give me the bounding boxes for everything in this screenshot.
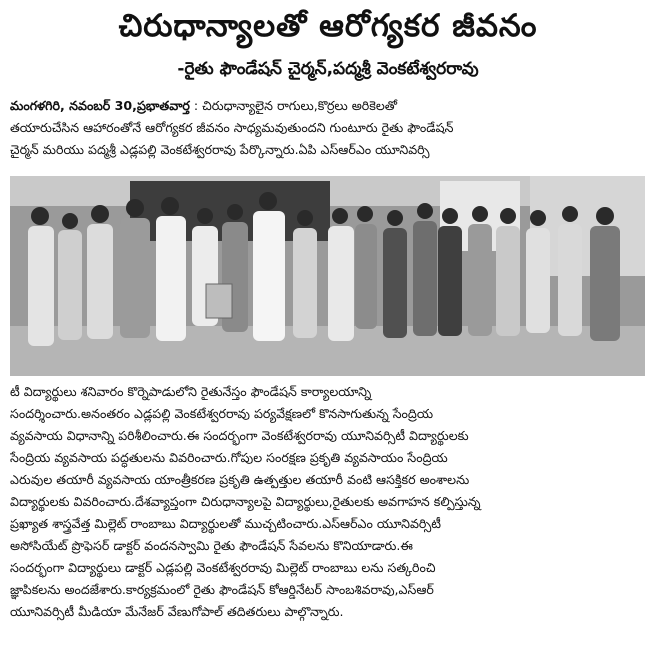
body-line-1: టీ విద్యార్థులు శనివారం కొర్నెపాడులోని రైతునేస్తం ఫౌండేషన్ కార్యాలయాన్ని [10,384,372,399]
body-line-11: యూనివర్సిటీ మీడియా మేనేజర్ వేణుగోపాల్ తదితరులు పాల్గొన్నారు. [10,604,344,619]
intro-line-1-text: : చిరుధాన్యాలైన రాగులు,కొర్రలు అరికెలతో [193,98,398,113]
headline: చిరుధాన్యాలతో ఆరోగ్యకర జీవనం [118,8,538,44]
body-line-2: సందర్శించారు.అనంతరం ఎడ్లపల్లి వెంకటేశ్వరరావు పర్యవేక్షణలో కొనసాగుతున్న సేంద్రియ [10,406,434,421]
intro-line-1 [10,96,646,116]
intro-line-3: చైర్మన్ మరియు పద్మశ్రీ ఎడ్లపల్లి వెంకటేశ్వరరావు పేర్కొన్నారు.ఏపి ఎస్ఆర్ఎం యూనివర్సి [10,142,430,157]
body-line-7: ప్రఖ్యాత శాస్త్రవేత్త మిల్లెట్ రాంబాబు విద్యార్థులతో ముచ్చటించారు.ఎస్ఆర్ఎం యూనివర్సిటీ [10,516,441,531]
body-line-5: ఎరువుల తయారీ వ్యవసాయ యాంత్రీకరణ ప్రకృతి ఉత్పత్తుల తయారీ వంటి ఆసక్తికర అంశాలను [10,472,470,487]
intro-line-2: తయారుచేసిన ఆహారంతోనే ఆరోగ్యకర జీవనం సాధ్యమవుతుందని గుంటూరు రైతు ఫౌండేషన్ [10,120,454,135]
body-line-3: వ్యవసాయ విధానాన్ని పరిశీలించారు.ఈ సందర్భంగా వెంకటేశ్వరరావు యూనివర్సిటీ విద్యార్థులకు [10,428,469,443]
body-line-10: జ్ఞాపికలను అందజేశారు.కార్యక్రమంలో రైతు ఫౌండేషన్ కోఆర్డినేటర్ సాంబశివరావు,ఎస్ఆర్ [10,582,434,597]
group-photo [10,176,645,376]
group-photo-illustration [10,176,645,376]
body-line-4: సేంద్రియ వ్యవసాయ పద్ధతులను వివరించారు.గోపుల సంరక్షణ ప్రకృతి వ్యవసాయం సేంద్రియ [10,450,448,465]
body-line-9: సందర్భంగా విద్యార్థులు డాక్టర్ ఎడ్లపల్లి వెంకటేశ్వరరావు మిల్లెట్ రాంబాబు లను సత్కరించి [10,560,436,575]
dateline: మంగళగిరి, నవంబర్ 30,ప్రభాతవార్త [10,98,190,113]
subheadline: -రైతు ఫౌండేషన్ చైర్మన్,పద్మశ్రీ వెంకటేశ్వరరావు [177,59,479,79]
body-line-6: విద్యార్థులకు వివరించారు.దేశవ్యాప్తంగా చిరుధాన్యాలపై విద్యార్థులు,రైతులకు అవగాహన కల్పిస్తున్న [10,494,481,509]
body-line-8: అసోసియేట్ ప్రొఫెసర్ డాక్టర్ వందనస్వామి రైతు ఫౌండేషన్ సేవలను కొనియాడారు.ఈ [10,538,413,553]
